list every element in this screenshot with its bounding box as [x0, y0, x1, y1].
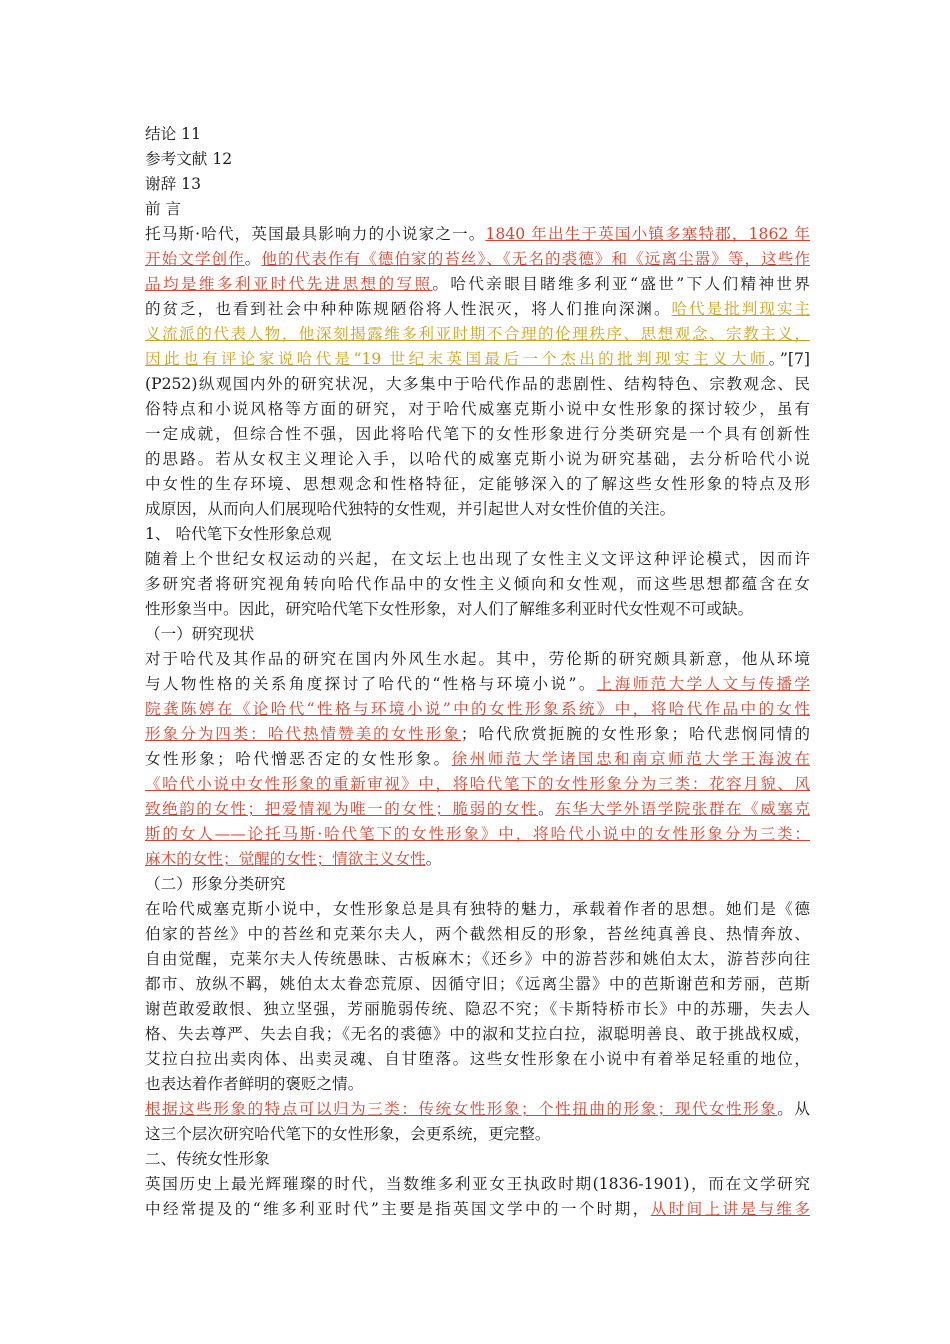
paragraph-line: 成原因，从而向人们展现哈代独特的女性观，并引起世人对女性价值的关注。: [145, 500, 676, 518]
paragraph-line: 麻木的女性；觉醒的女性；情欲主义女性。: [145, 850, 442, 868]
paragraph-line: 院龚陈婷在《论哈代“性格与环境小说”中的女性形象系统》中，将哈代作品中的女性: [145, 700, 810, 718]
paragraph-line: 也表达着作者鲜明的褒贬之情。: [145, 1075, 364, 1093]
paragraph-line: 英国历史上最光辉璀璨的时代，当数维多利亚女王执政时期(1836-1901)，而在文学研究: [145, 1175, 810, 1193]
paragraph-line: 在哈代威塞克斯小说中，女性形象总是具有独特的魅力，承载着作者的思想。她们是《德: [145, 900, 810, 918]
toc-item-acknowledgements: 谢辞 13: [145, 175, 201, 193]
paragraph-line: (P252)纵观国内外的研究状况，大多集中于哈代作品的悲剧性、结构特色、宗教观念、民: [145, 375, 810, 393]
paragraph-line: 《哈代小说中女性形象的重新审视》中，将哈代笔下的女性形象分为三类：花容月貌、风: [145, 775, 810, 793]
paragraph-line: 托马斯·哈代，英国最具影响力的小说家之一。1840 年出生于英国小镇多塞特郡，1862 年: [145, 225, 810, 243]
paragraph-line: 斯的女人——论托马斯·哈代笔下的女性形象》中，将哈代小说中的女性形象分为三类：: [145, 825, 810, 843]
preface-heading: 前 言: [145, 200, 182, 218]
section-heading: 二、传统女性形象: [145, 1150, 270, 1168]
paragraph-line: 义流派的代表人物，他深刻揭露维多利亚时期不合理的伦理秩序、思想观念、宗教主义，: [145, 325, 810, 343]
paragraph-line: 都市、放纵不羁，姚伯太太眷恋荒原、因循守旧；《远离尘嚣》中的芭斯谢芭和芳丽，芭斯: [145, 975, 810, 993]
paragraph-line: 一定成就，但综合性不强，因此将哈代笔下的女性形象进行分类研究是一个具有创新性: [145, 425, 810, 443]
subsection-heading: （一）研究现状: [145, 625, 255, 643]
paragraph-line: 致绝韵的女性；把爱情视为唯一的女性；脆弱的女性。东华大学外语学院张群在《威塞克: [145, 800, 810, 818]
paragraph-line: 性形象当中。因此，研究哈代笔下女性形象，对人们了解维多利亚时代女性观不可或缺。: [145, 600, 754, 618]
paragraph-line: 因此也有评论家说哈代是“19 世纪末英国最后一个杰出的批判现实主义大师。”[7]: [145, 350, 810, 368]
document-page: [145, 122, 810, 1222]
paragraph-line: 与人物性格的关系角度探讨了哈代的“性格与环境小说”。上海师范大学人文与传播学: [145, 675, 810, 693]
toc-item-references: 参考文献 12: [145, 150, 233, 168]
paragraph-line: 品均是维多利亚时代先进思想的写照。哈代亲眼目睹维多利亚“盛世”下人们精神世界: [145, 275, 810, 293]
paragraph-line: 中经常提及的“维多利亚时代”主要是指英国文学中的一个时期，从时间上讲是与维多: [145, 1200, 810, 1218]
section-heading: 1、 哈代笔下女性形象总观: [145, 525, 332, 543]
paragraph-line: 中女性的生存环境、思想观念和性格特征，定能够深入的了解这些女性形象的特点及形: [145, 475, 810, 493]
paragraph-line: 根据这些形象的特点可以归为三类：传统女性形象；个性扭曲的形象；现代女性形象。从: [145, 1100, 810, 1118]
paragraph-line: 的思路。若从女权主义理论入手，以哈代的威塞克斯小说为研究基础，去分析哈代小说: [145, 450, 810, 468]
paragraph-line: 多研究者将研究视角转向哈代作品中的女性主义倾向和女性观，而这些思想都蕴含在女: [145, 575, 810, 593]
paragraph-line: 的贫乏，也看到社会中种种陈规陋俗将人性泯灭，将人们推向深渊。哈代是批判现实主: [145, 300, 810, 318]
paragraph-line: 谢芭敢爱敢恨、独立坚强，芳丽脆弱传统、隐忍不究；《卡斯特桥市长》中的苏珊，失去人: [145, 1000, 810, 1018]
paragraph-line: 这三个层次研究哈代笔下的女性形象，会更系统，更完整。: [145, 1125, 551, 1143]
paragraph-line: 随着上个世纪女权运动的兴起，在文坛上也出现了女性主义文评这种评论模式，因而许: [145, 550, 810, 568]
paragraph-line: 自由觉醒，克莱尔夫人传统愚昧、古板麻木；《还乡》中的游苔莎和姚伯太太，游苔莎向往: [145, 950, 810, 968]
paragraph-line: 形象分为四类：哈代热情赞美的女性形象；哈代欣赏扼腕的女性形象；哈代悲悯同情的: [145, 725, 810, 743]
paragraph-line: 对于哈代及其作品的研究在国内外风生水起。其中，劳伦斯的研究颇具新意，他从环境: [145, 650, 810, 668]
paragraph-line: 开始文学创作。他的代表作有《德伯家的苔丝》、《无名的裘德》和《远离尘嚣》等，这些作: [145, 250, 810, 268]
paragraph-line: 格、失去尊严、失去自我；《无名的裘德》中的淑和艾拉白拉，淑聪明善良、敢于挑战权威，: [145, 1025, 810, 1043]
paragraph-line: 艾拉白拉出卖肉体、出卖灵魂、自甘堕落。这些女性形象在小说中有着举足轻重的地位，: [145, 1050, 810, 1068]
paragraph-line: 俗特点和小说风格等方面的研究，对于哈代威塞克斯小说中女性形象的探讨较少，虽有: [145, 400, 810, 418]
toc-item-conclusion: 结论 11: [145, 125, 201, 143]
paragraph-line: 伯家的苔丝》中的苔丝和克莱尔夫人，两个截然相反的形象，苔丝纯真善良、热情奔放、: [145, 925, 810, 943]
subsection-heading: （二）形象分类研究: [145, 875, 286, 893]
paragraph-line: 女性形象；哈代憎恶否定的女性形象。徐州师范大学诸国忠和南京师范大学王海波在: [145, 750, 810, 768]
